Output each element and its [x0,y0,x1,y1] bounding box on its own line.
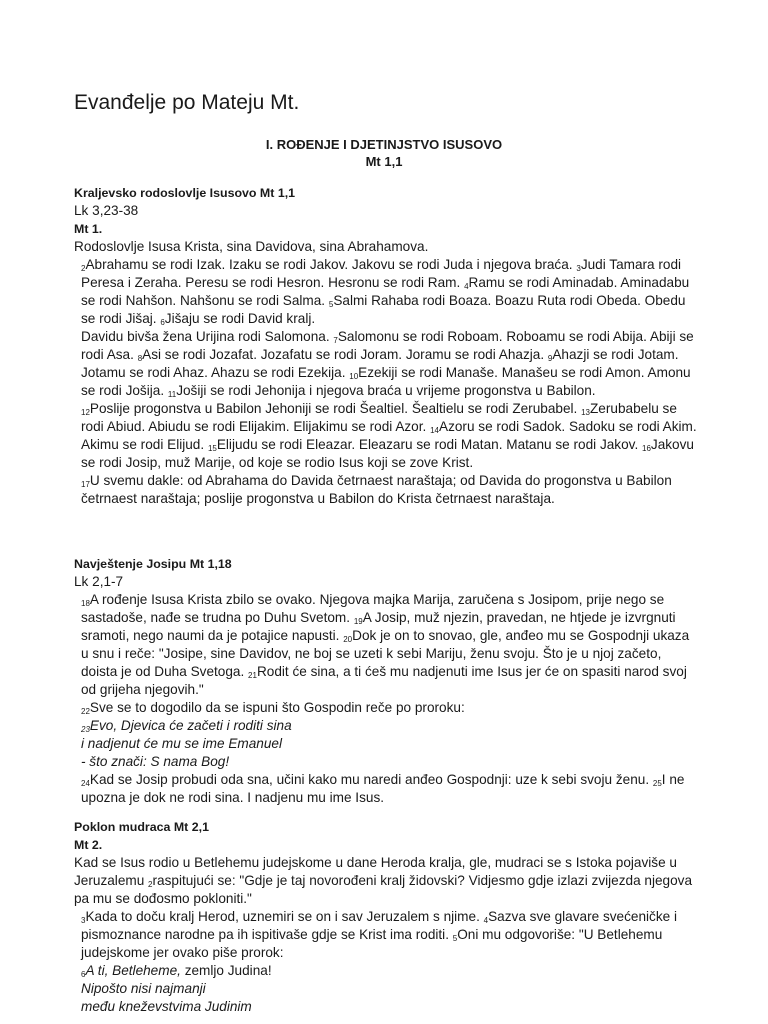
chapter-label: Mt 1. [74,222,103,236]
prophecy-line [74,998,698,1016]
verse-paragraph [74,472,698,508]
verse-number: 7 [333,336,338,345]
verse-text: Ramu se rodi Aminadab. Aminadabu se rodi Nahšon. Nahšonu se rodi Salma. [81,275,690,308]
verse-number: 20 [343,635,353,644]
verse-number: 3 [81,916,86,925]
verse-number: 6 [160,318,165,327]
verse-number: 10 [349,372,359,381]
verse-text: i nadjenut će mu se ime Emanuel [81,736,282,751]
section-heading: Kraljevsko rodoslovlje Isusovo Mt 1,1 [74,186,296,200]
section-heading: Navještenje Josipu Mt 1,18 [74,557,232,571]
prophecy-line [74,753,698,771]
prophecy-line [74,980,698,998]
verse-text: I ne upozna je dok ne rodi sina. I nadjenu mu ime Isus. [81,772,685,805]
verse-text: Salomonu se rodi Roboam. Roboamu se rodi Abija. Abiji se rodi Asa. [81,329,694,362]
cross-reference: Lk 3,23-38 [74,203,139,218]
verse-number: 22 [81,707,90,716]
verse-text: Kad se Isus rodio u Betlehemu judejskome u dane Heroda kralja, gle, mudraci se s Istoka pojaviše u Jeruzalemu [74,855,677,888]
verse-text: Nipošto nisi najmanji [81,981,206,996]
verse-number: 4 [483,916,489,925]
verse-text: Kada to doču kralj Herod, uznemiri se on i sav Jeruzalem s njime. [85,909,480,924]
verse-number: 18 [81,599,90,608]
verse-text: Asi se rodi Jozafat. Jozafatu se rodi Joram. Joramu se rodi Ahazja. [142,347,545,362]
verse-number: 23 [81,725,90,734]
verse-number: 21 [248,671,257,680]
verse-paragraph [74,908,698,962]
verse-text: Jišaju se rodi David kralj. [164,311,316,326]
verse-text: Rodoslovlje Isusa Krista, sina Davidova, sina Abrahamova. [74,239,429,254]
verse-number: 4 [464,282,469,291]
verse-text: Zerubabelu se rodi Abiud. Abiudu se rodi Elijakim. Elijakimu se rodi Azor. [81,401,677,434]
document-title: Evanđelje po Mateju Mt. [74,91,300,114]
verse-text: Salmi Rahaba rodi Boaza. Boazu Ruta rodi Obeda. Obedu se rodi Jišaj. [81,293,686,326]
verse-text: A rođenje Isusa Krista zbilo se ovako. Njegova majka Marija, zaručena s Josipom, prije nego se sastadoše, nađe se trudna po Duhu Svetom. [81,592,665,625]
prophecy-line [74,735,698,753]
verse-number: 24 [81,779,90,788]
verse-text: - što znači: S nama Bog! [81,754,230,769]
verse-number: 19 [353,617,363,626]
verse-number: 2 [81,264,86,273]
verse-text: Kad se Josip probudi oda sna, učini kako mu naredi anđeo Gospodnji: uze k sebi svoju ženu. [89,772,650,787]
verse-text: Sazva sve glavare svećeničke i pismoznance narodne pa ih ispitivaše gdje se Krist ima roditi. [81,909,677,942]
verse-number: 2 [148,880,153,889]
verse-text: raspitujući se: "Gdje je taj novorođeni kralj židovski? Vidjesmo gdje izlazi zvijezda njegova pa mu se dođosmo pokloniti." [74,873,693,906]
verse-text: Rodit će sina, a ti ćeš mu nadjenuti ime Isus jer će on spasiti narod svoj od grijeha njegovih." [81,664,687,697]
verse-paragraph [74,699,698,717]
verse-text: Ahazji se rodi Jotam. Jotamu se rodi Ahaz. Ahazu se rodi Ezekija. [81,347,679,380]
verse-number: 12 [81,408,90,417]
chapter-ref: Mt 1,1 [365,154,403,169]
verse-text: Elijudu se rodi Eleazar. Eleazaru se rodi Matan. Matanu se rodi Jakov. [216,437,639,452]
verse-text: A Josip, muž njezin, pravedan, ne htjede je izvrgnuti sramoti, nego naumi da je potajice napusti. [81,610,676,643]
section-magi [74,818,698,1016]
verse-number: 25 [652,779,662,788]
verse-text: zemljo Judina! [180,963,272,978]
verse-number: 3 [576,264,581,273]
verse-paragraph [74,256,698,328]
verse-text: Judi Tamara rodi Peresa i Zeraha. Peresu se rodi Hesron. Hesronu se rodi Ram. [81,257,682,290]
verse-number: 9 [547,354,553,363]
verse-text: Jakovu se rodi Josip, muž Marije, od koje se rodio Isus koji se zove Krist. [81,437,694,470]
verse-paragraph [74,400,698,472]
verse-number: 13 [581,408,590,417]
verse-text: Abrahamu se rodi Izak. Izaku se rodi Jakov. Jakovu se rodi Juda i njegova braća. [85,257,573,272]
verse-number: 17 [81,480,90,489]
verse-text: Sve se to dogodilo da se ispuni što Gospodin reče po proroku: [89,700,465,715]
verse-text: Poslije progonstva u Babilon Jehoniji se rodi Šealtiel. Šealtielu se rodi Zerubabel. [89,401,578,416]
verse-number: 11 [167,390,177,399]
verse-paragraph [74,854,698,908]
verse-text: Azoru se rodi Sadok. Sadoku se rodi Akim. Akimu se rodi Elijud. [81,419,697,452]
verse-number: 6 [81,970,86,979]
verse-number: 14 [430,426,439,435]
verse-paragraph [74,771,698,807]
verse-text: A ti, Betleheme, [85,963,181,978]
chapter-heading [0,136,768,170]
verse-text: Dok je on to snovao, gle, anđeo mu se Gospodnji ukaza u snu i reče: "Josipe, sine Davidov, ne boj se uzeti k sebi Mariju, ženu svoju. Što je u njoj začeto, doista je od Duha Svetoga. [81,628,690,679]
verse-number: 5 [452,934,458,943]
chapter-label: Mt 2. [74,838,103,852]
cross-reference: Lk 2,1-7 [74,574,124,589]
verse-text: Oni mu odgovoriše: "U Betlehemu judejskome jer ovako piše prorok: [81,927,663,960]
verse-text: Ezekiji se rodi Manaše. Manašeu se rodi Amon. Amonu se rodi Jošija. [81,365,691,398]
verse-text: među kneževstvima Judinim [81,999,252,1014]
section-genealogy [74,184,698,508]
verse-number: 8 [137,354,143,363]
verse-number: 5 [328,300,334,309]
verse-paragraph [74,591,698,699]
verse-paragraph [74,328,698,400]
verse-number: 15 [207,444,217,453]
verse-number: 16 [642,444,651,453]
verse-text: Jošiji se rodi Jehonija i njegova braća u vrijeme progonstva u Babilon. [176,383,596,398]
verse-text: U svemu dakle: od Abrahama do Davida četrnaest naraštaja; od Davida do progonstva u Babilon četrnaest naraštaja; poslije progonstva u Babilon do Krista četrnaest naraštaja. [81,473,672,506]
section-heading: Poklon mudraca Mt 2,1 [74,820,209,834]
verse-paragraph [74,238,698,256]
section-annunciation [74,555,698,807]
verse-text: Evo, Djevica će začeti i roditi sina [89,718,292,733]
verse-text: Davidu bivša žena Urijina rodi Salomona. [81,329,330,344]
prophecy-line [74,962,698,980]
chapter-title: I. ROĐENJE I DJETINJSTVO ISUSOVO [265,137,503,152]
prophecy-line [74,717,698,735]
